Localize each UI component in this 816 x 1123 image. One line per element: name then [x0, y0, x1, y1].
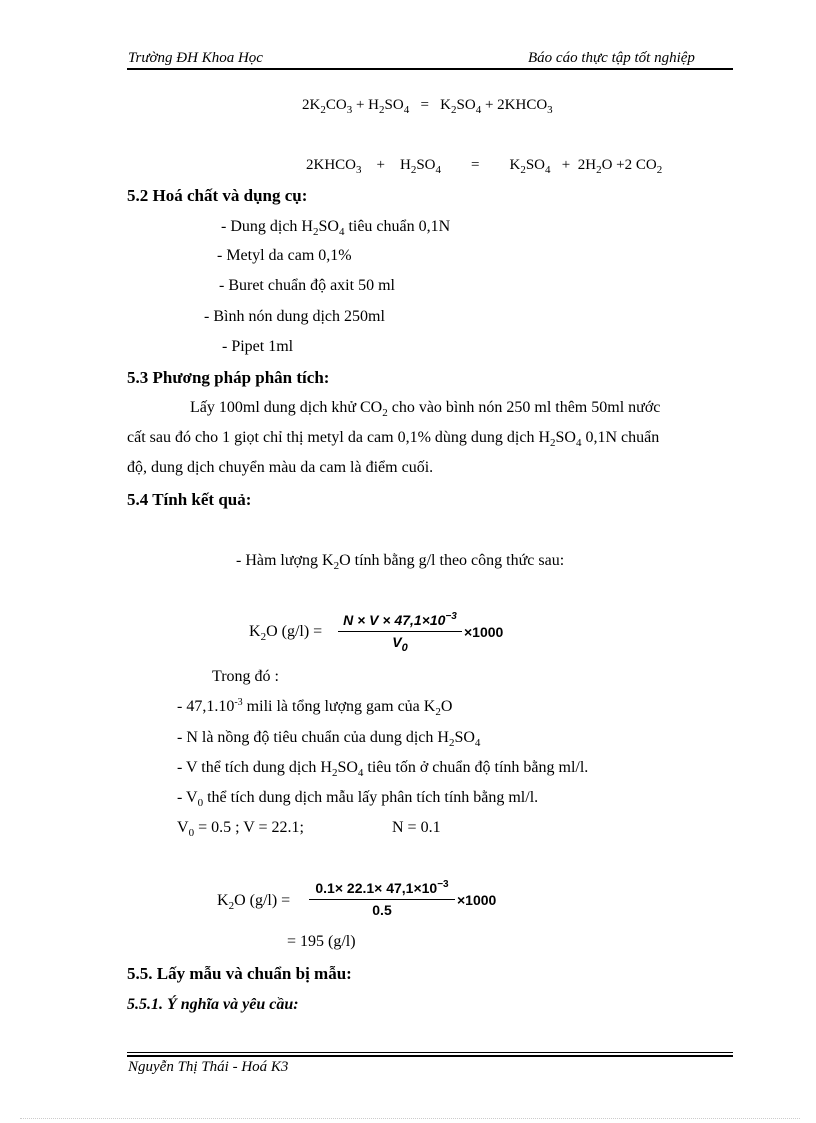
formula-2-fraction: $\frac{0.1\times 22.1\times 47,1\times 10^{-3}}{0.5}$: [309, 880, 455, 918]
header-rule: [127, 68, 733, 70]
paragraph-line: độ, dung dịch chuyển màu da cam là điểm cuối.: [127, 459, 434, 476]
formula-1-fraction: $\frac{N \times V \times 47,1\times 10^{-3}}{V_0}$: [338, 612, 462, 650]
equation-1: $2K_2CO_3 + H_2SO_4$ = $K_2SO_4$ + $2KHCO_3$: [302, 97, 553, 116]
given-values: $V_0 = 0.5$ ; V = 22.1;: [177, 819, 304, 839]
equation-2: $2KHCO_3$ + $H_2SO_4$ = $K_2SO_4$ + $2H_2O +2$ $CO_2$: [306, 157, 663, 176]
footer-rule-top: [127, 1052, 733, 1053]
heading-5-4: 5.4 Tính kết quả:: [127, 490, 252, 509]
formula-intro: - Hàm lượng $K_2O$ tính bằng g/l theo công thức sau:: [236, 552, 565, 572]
list-item: - Buret chuẩn độ axit 50 ml: [219, 277, 395, 294]
footer-author: Nguyễn Thị Thái - Hoá K3: [128, 1059, 289, 1075]
list-item: - Pipet 1ml: [222, 338, 294, 355]
formula-1-mult: ×1000: [464, 624, 504, 640]
heading-5-5-1: 5.5.1. Ý nghĩa và yêu cầu:: [127, 996, 299, 1013]
header-report-title: Báo cáo thực tập tốt nghiệp: [528, 50, 695, 66]
heading-5-3: 5.3 Phương pháp phân tích:: [127, 368, 330, 387]
page-edge-divider: [20, 1118, 800, 1119]
heading-5-2: 5.2 Hoá chất và dụng cụ:: [127, 186, 308, 205]
list-item: - Bình nón dung dịch 250ml: [204, 308, 385, 325]
definition-line: - $47,1.10^{-3}$ mili là tổng lượng gam của $K_2O$: [177, 697, 453, 718]
where-label: Trong đó :: [212, 668, 279, 685]
definition-line: - N là nồng độ tiêu chuẩn của dung dịch $H_2SO_4$: [177, 729, 481, 749]
list-item: - Metyl da cam 0,1%: [217, 247, 352, 264]
formula-2-lhs: $K_2O$ (g/l) =: [217, 892, 291, 912]
paragraph-line: Lấy 100ml dung dịch khử $CO_2$ cho vào bình nón 250 ml thêm 50ml nước: [190, 399, 661, 419]
paragraph-line: cất sau đó cho 1 giọt chỉ thị metyl da cam 0,1% dùng dung dịch $H_2SO_4$ 0,1N chuẩn: [127, 429, 660, 449]
formula-1-lhs: $K_2O$ (g/l) =: [249, 623, 323, 643]
formula-2-result: = 195 (g/l): [287, 933, 356, 950]
definition-line: - $V_0$ thể tích dung dịch mẫu lấy phân tích tính bằng ml/l.: [177, 789, 539, 809]
definition-line: - V thể tích dung dịch $H_2SO_4$ tiêu tốn ở chuẩn độ tính bằng ml/l.: [177, 759, 589, 779]
header-school: Trường ĐH Khoa Học: [128, 50, 263, 66]
footer-rule-bottom: [127, 1055, 733, 1057]
list-item: - Dung dịch $H_2SO_4$ tiêu chuẩn 0,1N: [221, 218, 451, 238]
given-value-n: N = 0.1: [392, 819, 441, 836]
formula-2-mult: ×1000: [457, 892, 497, 908]
heading-5-5: 5.5. Lấy mẫu và chuẩn bị mẫu:: [127, 964, 352, 983]
